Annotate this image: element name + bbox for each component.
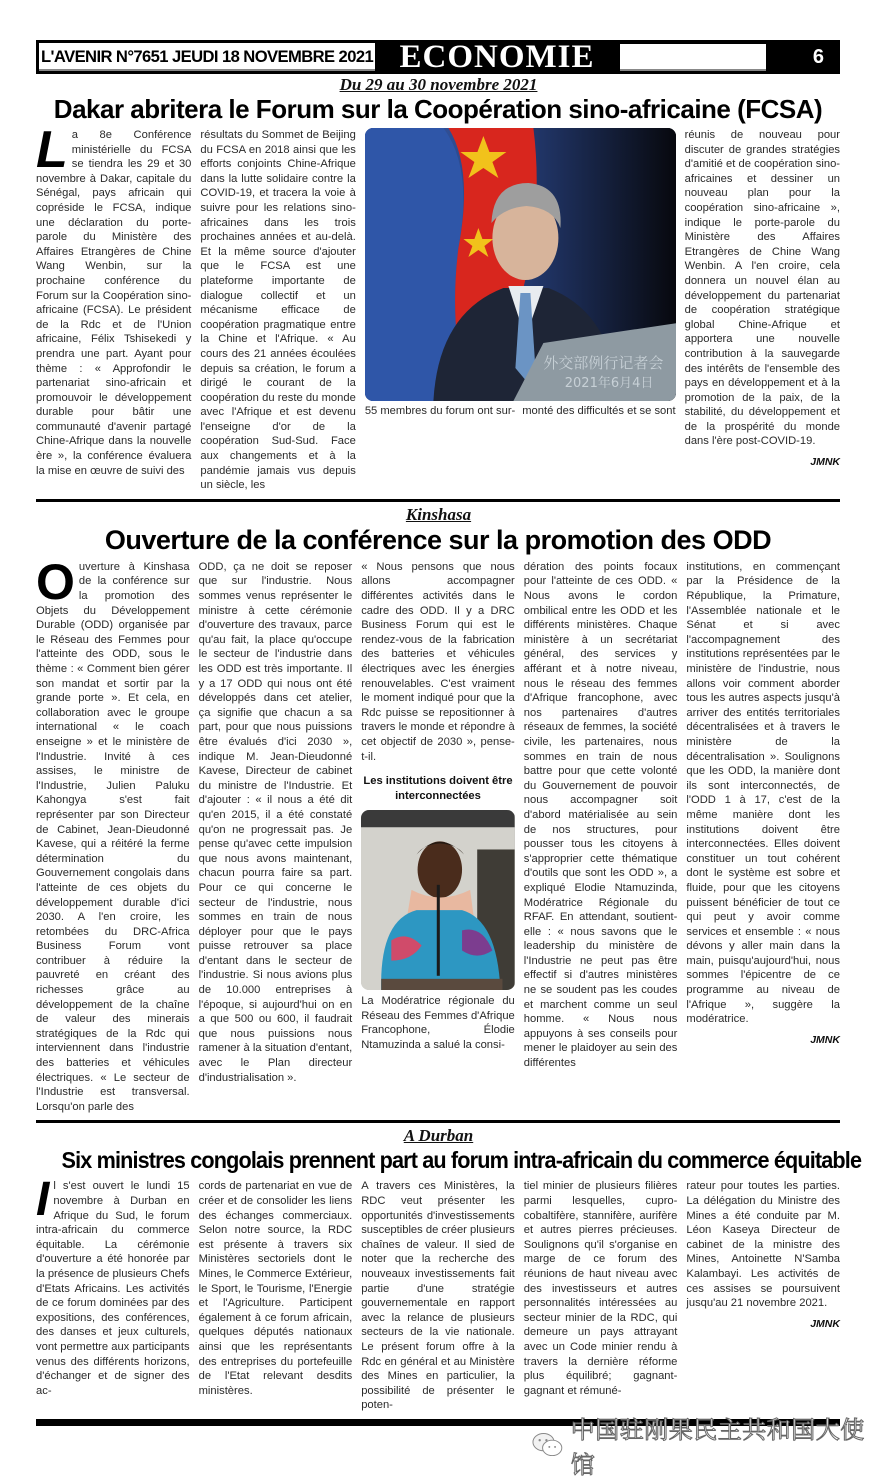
photo-overlay-text: 外交部例行记者会 [543, 354, 664, 372]
article-headline: Dakar abritera le Forum sur la Coopération sino-africaine (FCSA) [53, 94, 823, 124]
masthead [36, 40, 840, 74]
article-column: cords de partenariat en vue de créer et de consolider les liens des échanges commerciaux. Selon notre source, la RDC est présente à travers six Ministères sectoriels dont le Mines, le Commerce Extérieur, le Sport, le Tourisme, l'Energie et l'Agriculture. Participent également à ce forum africain, quelques députés nationaux ainsi que les représentants des entreprises du portefeuille de l'Etat relevant desdits ministères. [198, 1180, 353, 1397]
issue-line: L'AVENIR N°7651 JEUDI 18 NOVEMBRE 2021 [39, 43, 375, 71]
article-column-text: institutions, en commençant par la Présidence de la République, la Primature, l'Assemblée nationale et le Sénat et si avec l'accompagnement des institutions représentées par le ministère de l'industrie, nous allons voir comment aborder tous les autres aspects jusqu'à arriver des entités territoriales décentralisées et à travers le ministère de la décentralisation ». Soulignons que les ODD, la manière dont ils sont interconnectés, de l'ODD 1 à 17, c'est de la même manière dont les institutions doivent être interconnectées. Elles doivent constituer un tout cohérent dont le système est sobre et fluide, pour que les citoyens puissent bénéficier de tout ce qui peut y avoir comme services et ensemble : « nous dévons y aller main dans la main, puisqu'aujourd'hui, nous sommes l'épicentre de ce programme au niveau de l'Afrique », suggère la modératrice. [686, 560, 840, 1026]
article-subhead: Les institutions doivent être interconnectées [363, 775, 513, 803]
drop-cap: I [36, 1173, 50, 1227]
article-column: A travers ces Ministères, la RDC veut présenter les opportunités d'investissements susceptibles de créer plusieurs chaînes de valeur. Il sied de noter que la recherche des nouveaux investissements fait partie d'une stratégie gouvernementale en rapport avec la relance de plusieurs secteurs de la vie nationale. Le présent forum offre à la Rdc en général et au Ministère des Mines en particulier, la possibilité de présenter le poten- [361, 1180, 515, 1412]
moderator-illustration [361, 810, 515, 990]
article-column [686, 560, 840, 1047]
article-fcsa [0, 76, 877, 493]
photo-caption: La Modératrice régionale du Réseau des Femmes d'Afrique Francophone, Élodie Ntamuzinda a salué la consi- [361, 995, 515, 1051]
photo-moderator [361, 810, 515, 990]
article-columns [36, 553, 840, 1115]
article-columns [36, 1173, 840, 1413]
watermark [532, 1415, 877, 1479]
article-column [361, 560, 515, 1053]
article-signature: JMNK [810, 1317, 840, 1330]
page-flow [0, 75, 877, 1479]
article-column [36, 553, 190, 1115]
article-column-text: uverture à Kinshasa de la conférence sur la promotion des Objets du Développement Durable (ODD) organisée par le Réseau des Femmes pour l'atteinte des ODD, sous le thème : « Comment bien gérer son mandat et sortir par la grande porte ». Et cela, en collaboration avec le groupe international « le coach enseigne » et le ministère de l'Industrie. Invité à ces assises, le ministre de l'Industrie, Julien Paluku Kahongya s'est fait représenter par son Directeur de Cabinet, Jean-Dieudonné Kavese, qui a réitéré la ferme détermination du Gouvernement congolais dans l'atteinte de ces objets du développement durable d'ici 2030. A l'en croire, les retombées du DRC-Africa Business Forum vont contribuer à réduire la pauvreté en créant des richesses grâce au développement de la chaîne de valeur des minerais stratégiques de la Rdc qui interviennent dans l'industrie des batteries et véhicules électriques. « Le secteur de l'Industrie est transversal. Lorsqu'on parle des [36, 560, 190, 1113]
photo-block [365, 128, 676, 418]
page-number: 6 [812, 46, 824, 68]
article-signature: JMNK [810, 456, 841, 469]
article-column [686, 1179, 840, 1330]
photo-overlay-date: 2021年6月4日 [564, 376, 654, 391]
drop-cap: L [36, 121, 68, 179]
article-durban [0, 1127, 877, 1413]
article-headline: Six ministres congolais prennent part au forum intra-africain du commerce équitable [61, 1147, 862, 1174]
photo-spokesperson [365, 128, 676, 401]
article-column-text: l s'est ouvert le lundi 15 novembre à Durban en Afrique du Sud, le forum intra-africain du commerce équitable. La cérémonie d'ouverture a été honorée par la présence de plusieurs Chefs d'Etats Africains. Les activités de ce forum dominées par des expositions, des conférences, des danses et jeux culturels, vont permettre aux participants venus des différents horizons, d'échanger et de signer des ac- [36, 1180, 190, 1397]
article-signature: JMNK [810, 1033, 840, 1046]
photo-captions [365, 404, 676, 418]
article-column: résultats du Sommet de Beijing du FCSA en 2018 ainsi que les efforts conjoints Chine-Afrique dans la lutte solidaire contre la COVID-19, et tracera la voie à suivre pour les relations sino-africaines dans les trois prochaines années et au-delà. Et la même source d'ajouter que le FCSA est une plateforme importante de dialogue collectif et un mécanisme efficace de coopération pragmatique entre la Chine et l'Afrique. « Au cours des 21 années écoulées depuis sa création, le forum a dirigé le courant de la coopération du reste du monde avec l'Afrique et est devenu l'enseigne d'or de la coopération Sud-Sud. Face aux changements et à la pandémie jamais vus depuis un siècle, les [200, 129, 356, 492]
article-kicker: Du 29 au 30 novembre 2021 [339, 75, 538, 94]
article-column: dération des points focaux pour l'atteinte de ces ODD. « Nous avons le cordon ombilical entre les ODD et les différents ministères. Chaque ministère à un secrétariat général, des services y afférant et à notre niveau, nous le réseau des femmes d'Afrique francophone, avec nos partenaires d'autres réseaux de femmes, la société civile, les partenaires, nous sommes en train de nous battre pour que cette volonté du Gouvernement de pouvoir nous accompagner soit d'abord matérialisée au sein de nos structures, pour pousser tous les citoyens à s'approprier cette thématique d'outils que sont les ODD », a expliqué Elodie Ntamuzinda, Modératrice Régionale du RFAF. En attendant, soutient-elle : « nous savons que le leadership du ministère de l'Industrie ne peut pas être effectif si d'autres ministères ne se soudent pas les coudes et marchent comme un seul homme. « Nous nous appuyons à ses conseils pour mener le plaidoyer au sein des différentes [523, 560, 678, 1070]
article-column: tiel minier de plusieurs filières parmi lesquelles, cupro-cobaltifère, stannifère, aurifère et autres pierres précieuses. Soulignons qu'il s'organise en marge de ce forum des réunions de haut niveau avec des investisseurs et autres personnalités intéressées au secteur minier de la RDC, qui demeure un pays attrayant avec un Code minier rendu à travers la dernière réforme plus équilibré; gagnant-gagnant et rémuné- [523, 1180, 678, 1397]
article-column-text: a 8e Conférence ministérielle du FCSA se tiendra les 29 et 30 novembre à Dakar, capitale du Sénégal, pays africain qui copréside le FCSA, indique une déclaration du porte-parole du Ministère des Affaires Etrangères de Chine Wang Wenbin, sur la prochaine conférence du Forum sur la Coopération sino-africaine (FCSA). Le président de la Rdc et de l'Union africaine, Félix Tshisekedi y prendra une part. Ayant pour thème : « Approfondir le partenariat sino-africain et promouvoir le développement durable pour bâtir une communauté d'avenir partagé Chine-Afrique dans la nouvelle ère », la conférence évaluera la mise en œuvre de suivi des [36, 129, 192, 477]
wechat-icon [532, 1431, 563, 1459]
drop-cap: O [36, 553, 75, 610]
article-columns [36, 121, 841, 493]
section-title: ECONOMIE [399, 39, 595, 75]
article-column-text: réunis de nouveau pour discuter de grandes stratégies d'amitié et de coopération sino-africaines et dessiner un nouveau plan pour la coopération sino-africaine », indique le porte-parole du Ministère des Affaires Etrangères de Chine Wang Wenbin. A l'en croire, cela donnera un nouvel élan au développement du partenariat de coopération stratégique global Chine-Afrique et apportera une nouvelle contribution à la sauvegarde des intérêts de l'ensemble des pays en développement et à la promotion de la paix, de la stabilité, du développement et de la prospérité du monde dans l'ère post-COVID-19. [684, 129, 841, 448]
article-kicker: A Durban [403, 1126, 474, 1146]
section-divider [36, 499, 840, 502]
spokesperson-illustration [365, 128, 676, 401]
masthead-blank-box [620, 44, 766, 71]
article-column [36, 121, 192, 478]
watermark-text: 中国驻刚果民主共和国大使馆 [570, 1415, 865, 1479]
photo-caption-left: 55 membres du forum ont sur- [364, 405, 516, 417]
article-kicker: Kinshasa [405, 504, 472, 524]
article-column-text: rateur pour toutes les parties. La délégation du Ministre des Mines a été conduite par M. Léon Kaseya Directeur de cabinet de la ministre des Mines, Antoinette N'Samba Kalambayi. Les activités de ces assises se poursuivent jusqu'au 21 novembre 2021. [686, 1180, 840, 1310]
article-column [685, 128, 840, 469]
article-column: ODD, ça ne doit se reposer que sur l'industrie. Nous sommes venus représenter le ministre à cette cérémonie d'ouverture des travaux, parce qu'au fait, la place qu'occupe le secteur de l'industrie dans les ODD est très importante. Il y a 17 ODD qui nous ont été développés dans cet atelier, ça signifie que chacun a sa part, pour que nous puissions être évalués d'ici 2030 », indique M. Jean-Dieudonné Kavese, Directeur de cabinet du ministre de l'Industrie. Et d'ajouter : « il nous a été dit qu'en 2015, il a été constaté qu'on ne progressait pas. Je pense qu'avec cette impulsion que nous avons maintenant, chacun pourra faire sa part. Pour ce qui concerne le secteur de l'industrie, nous sommes en train de nous déployer pour que le pays puisse retrouver sa place d'entant dans le secteur de l'industrie. Si nous avions plus de 10.000 entreprises à l'époque, si aujourd'hui on en a que 500 ou 600, il faudrait que nous puissions nous ramener à la situation d'entant, avec le Plan directeur d'industrialisation ». [198, 560, 353, 1084]
article-column [36, 1173, 190, 1398]
section-divider [36, 1120, 840, 1123]
photo-caption-right: monté des difficultés et se sont [522, 405, 676, 417]
article-headline: Ouverture de la conférence sur la promotion des ODD [104, 524, 772, 555]
article-column-text: « Nous pensons que nous allons accompagner différentes activités dans le cadre des ODD. Il y a DRC Business Forum qui est le rendez-vous de la fabrication des batteries et véhicules électriques avec les énergies renouvelables. C'est vraiment le moment indiqué pour que la Rdc puisse se repositionner à travers le monde et répondre à cet objectif de 2030 », pense-t-il. [361, 560, 515, 763]
article-odd [0, 506, 877, 1115]
